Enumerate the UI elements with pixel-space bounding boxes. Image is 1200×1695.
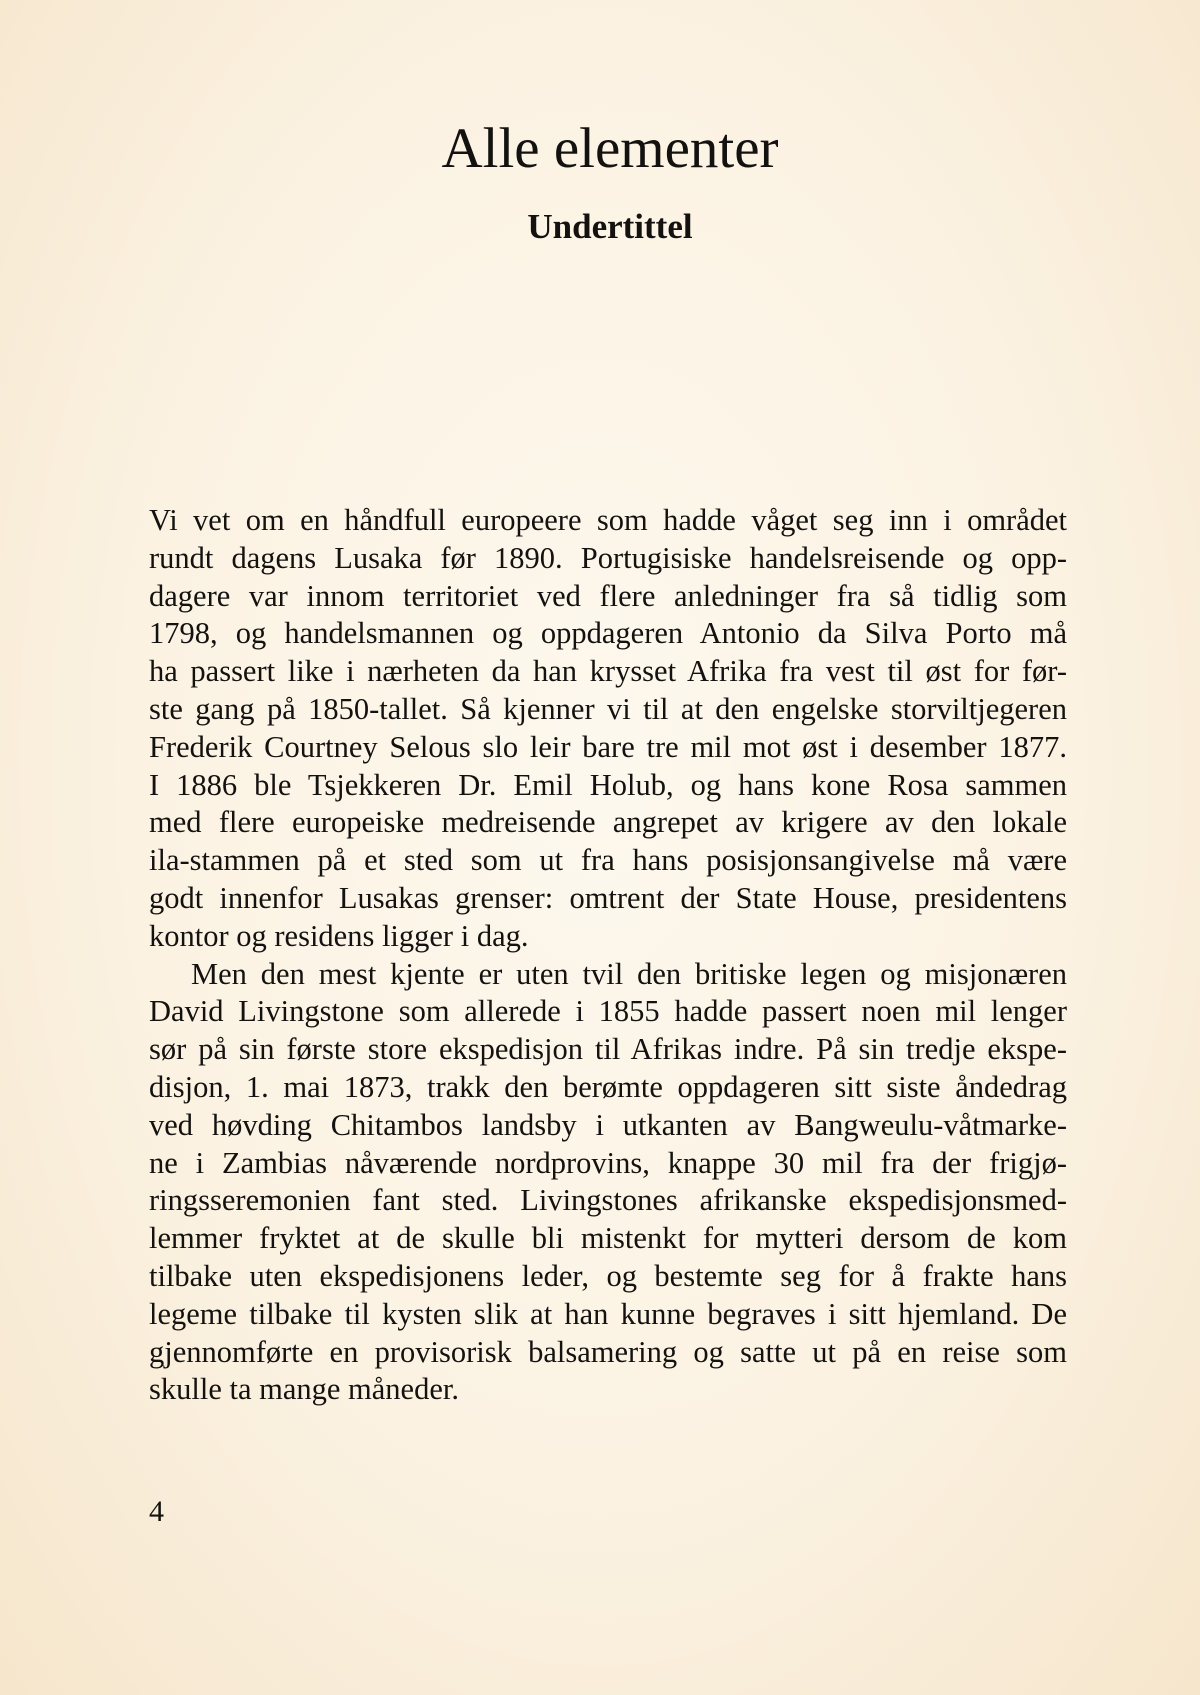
text-line: I 1886 ble Tsjekkeren Dr. Emil Holub, og hans kone Rosa sammen: [149, 767, 1067, 802]
text-line: disjon, 1. mai 1873, trakk den berømte oppdageren sitt siste åndedrag: [149, 1069, 1067, 1104]
text-line: skulle ta mange måneder.: [149, 1372, 459, 1407]
text-line: Frederik Courtney Selous slo leir bare tre mil mot øst i desember 1877.: [149, 729, 1067, 764]
page-number: 4: [149, 1495, 164, 1528]
text-line: ste gang på 1850-tallet. Så kjenner vi til at den engelske storviltjegeren: [149, 691, 1067, 726]
body-text: [149, 502, 1067, 1409]
page-title: Alle elementer: [441, 117, 779, 180]
text-line: gjennomførte en provisorisk balsamering og satte ut på en reise som: [149, 1334, 1067, 1369]
text-line: ringsseremonien fant sted. Livingstones afrikanske ekspedisjonsmed-: [149, 1183, 1067, 1218]
text-line: legeme tilbake til kysten slik at han kunne begraves i sitt hjemland. De: [149, 1296, 1067, 1331]
text-line: dagere var innom territoriet ved flere anledninger fra så tidlig som: [149, 578, 1067, 613]
text-line: ne i Zambias nåværende nordprovins, knappe 30 mil fra der frigjø-: [149, 1145, 1067, 1180]
paragraph-1: [149, 502, 1067, 956]
paragraph-2: [149, 956, 1067, 1410]
text-line: David Livingstone som allerede i 1855 hadde passert noen mil lenger: [149, 994, 1067, 1029]
text-line: 1798, og handelsmannen og oppdageren Antonio da Silva Porto må: [149, 616, 1067, 651]
text-line: ved høvding Chitambos landsby i utkanten av Bangweulu-våtmarke-: [149, 1107, 1067, 1142]
text-line: sør på sin første store ekspedisjon til Afrikas indre. På sin tredje ekspe-: [149, 1032, 1067, 1067]
text-line: kontor og residens ligger i dag.: [149, 918, 529, 953]
text-line: med flere europeiske medreisende angrepet av krigere av den lokale: [149, 805, 1067, 840]
text-line: Vi vet om en håndfull europeere som hadde våget seg inn i området: [149, 503, 1067, 537]
text-line: ila-stammen på et sted som ut fra hans posisjonsangivelse må være: [149, 843, 1067, 878]
text-line: ha passert like i nærheten da han krysset Afrika fra vest til øst for før-: [149, 654, 1067, 689]
text-line: godt innenfor Lusakas grenser: omtrent der State House, presidentens: [149, 880, 1067, 915]
text-line: tilbake uten ekspedisjonens leder, og bestemte seg for å frakte hans: [149, 1258, 1067, 1293]
text-line: lemmer fryktet at de skulle bli mistenkt for mytteri dersom de kom: [149, 1221, 1067, 1256]
page-subtitle: Undertittel: [527, 207, 693, 246]
text-line: rundt dagens Lusaka før 1890. Portugisiske handelsreisende og opp-: [149, 540, 1067, 575]
text-line: Men den mest kjente er uten tvil den britiske legen og misjonæren: [191, 956, 1067, 991]
